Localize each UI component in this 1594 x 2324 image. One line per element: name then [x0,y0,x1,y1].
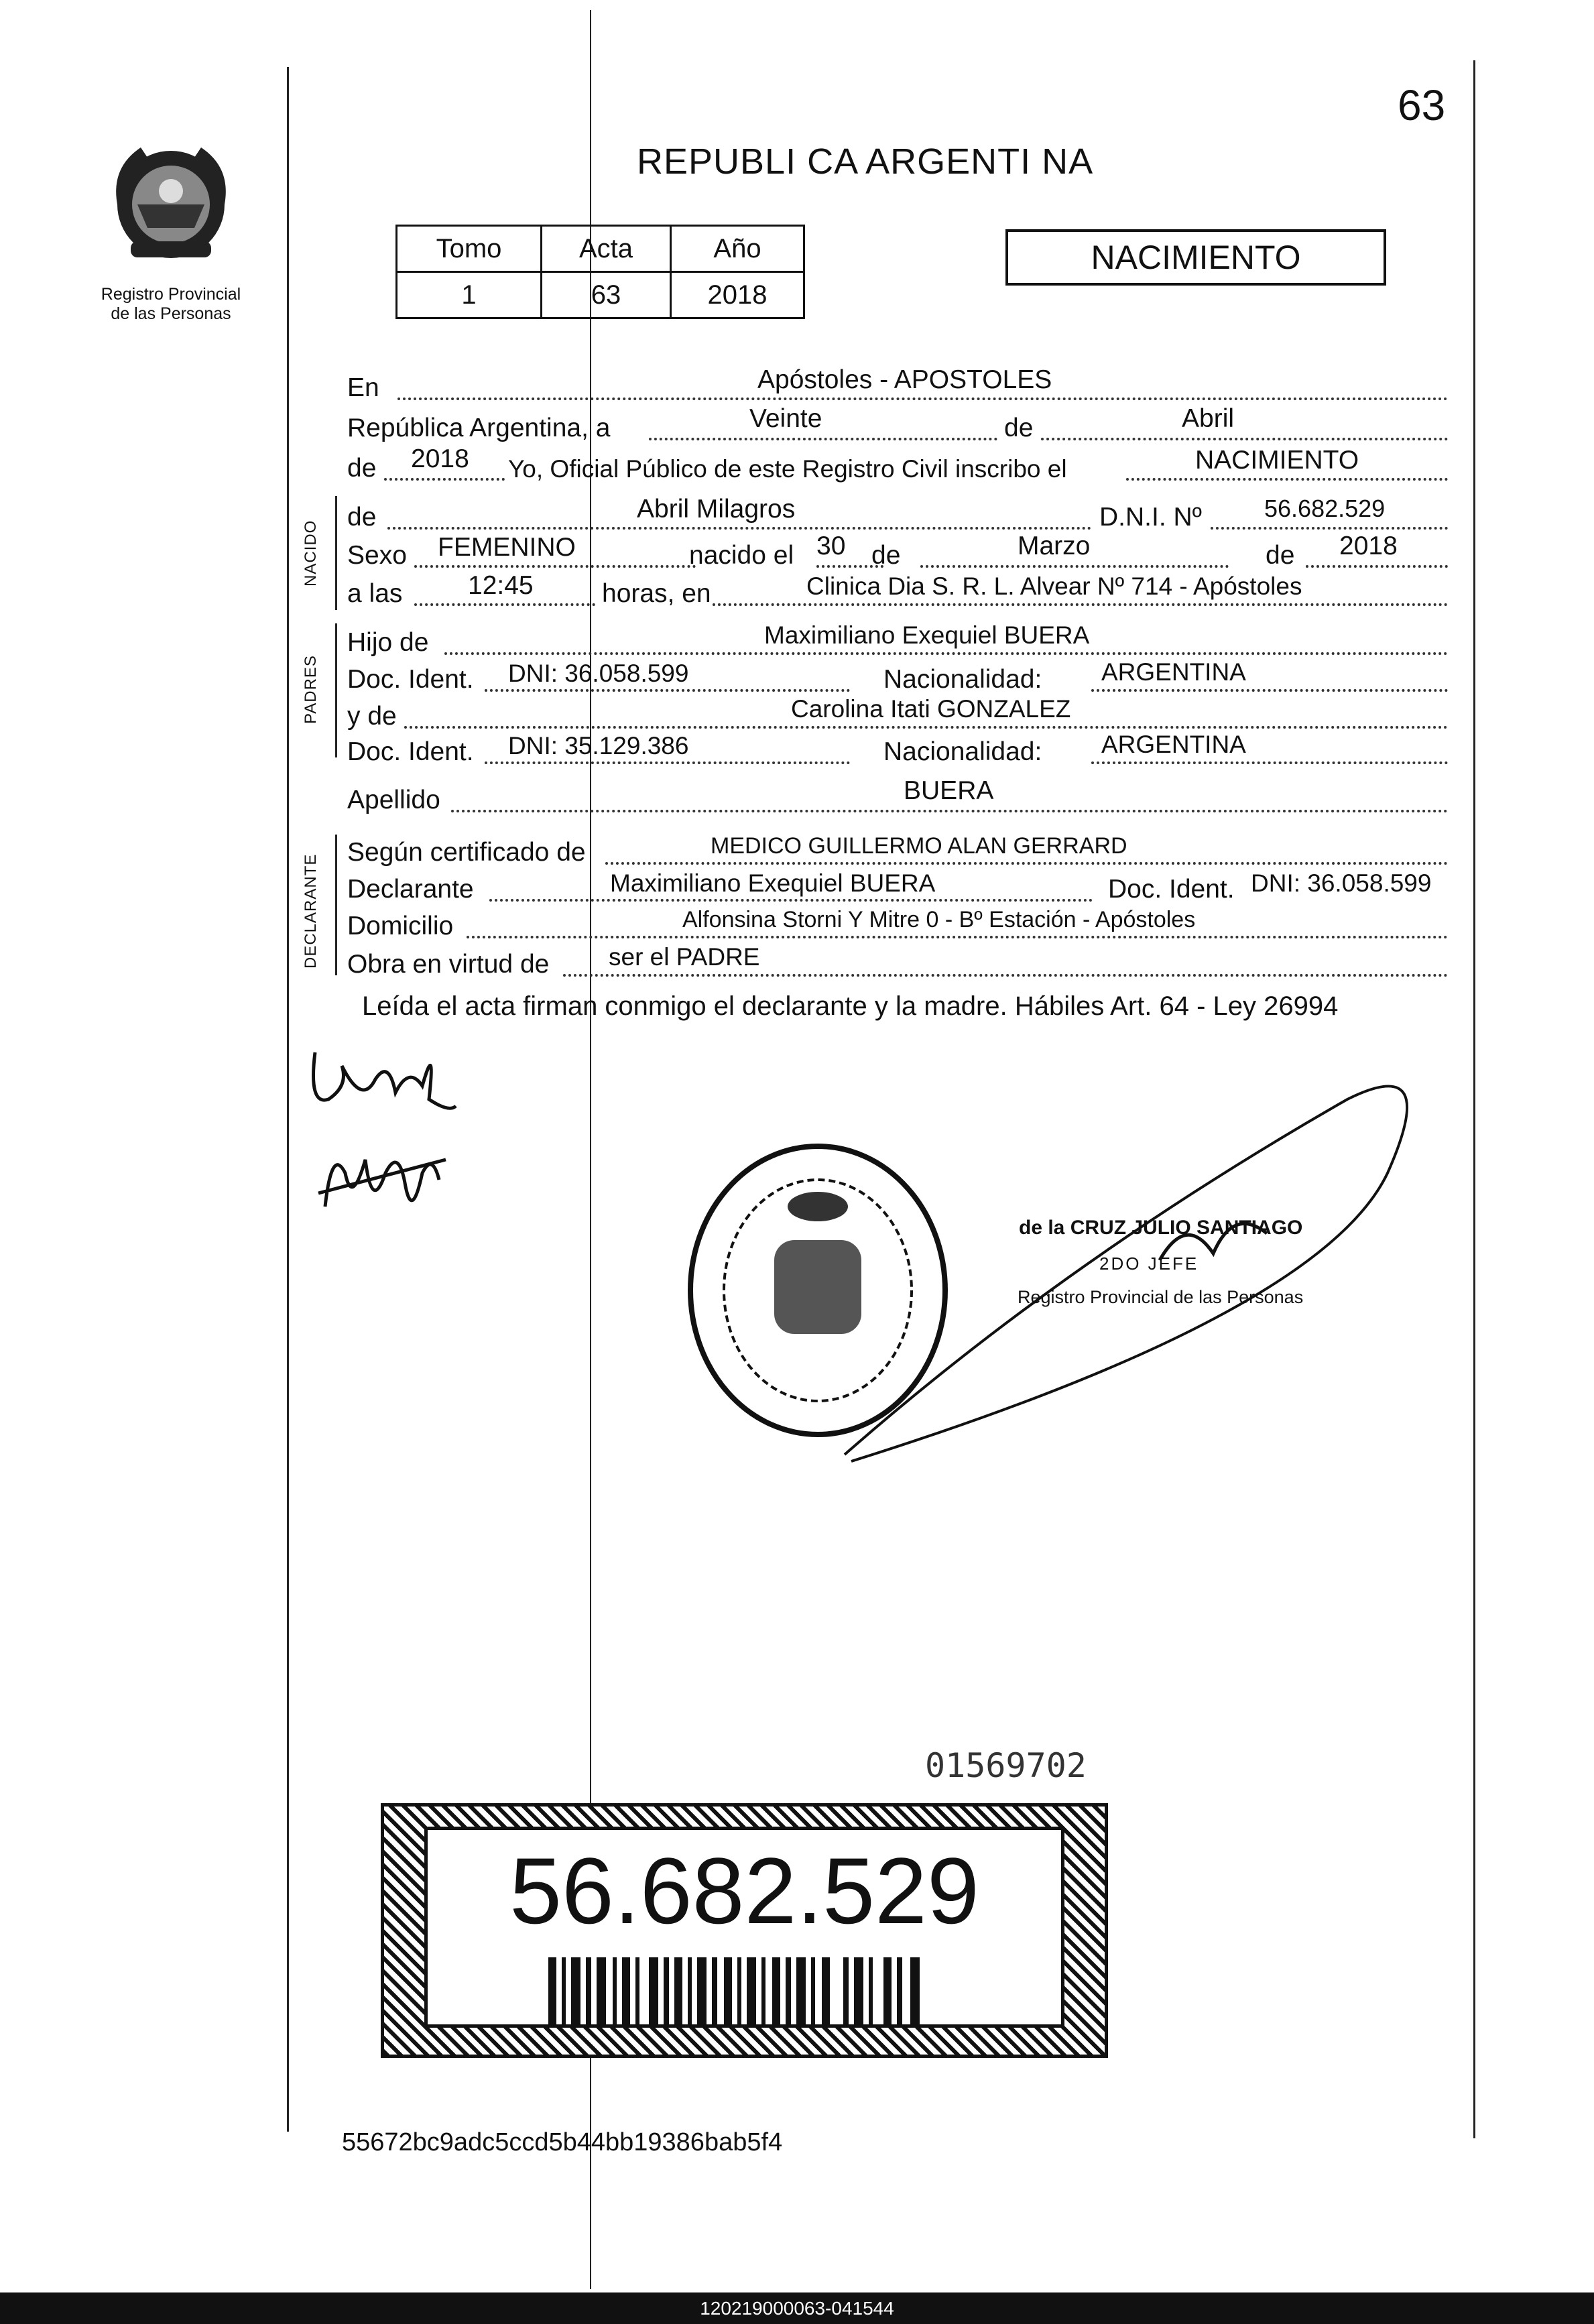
registry-row [347,446,1448,486]
date-month: Abril [1182,404,1235,433]
nacido-name: Abril Milagros [637,495,796,524]
logo-caption-line1: Registro Provincial [101,285,241,304]
surname-value: BUERA [904,776,994,805]
address-label: Domicilio [347,912,454,940]
decl-label: Declarante [347,875,474,904]
left-margin-line [287,67,289,2132]
father-doc-row [347,657,1448,697]
sex-label: Sexo [347,541,407,570]
ano-value: 2018 [671,272,804,318]
mother-signature [305,1133,466,1227]
ano-header: Año [671,226,804,272]
registry-text: Yo, Oficial Público de este Registro Civil inscribo el [508,455,1067,483]
mother-nationality: ARGENTINA [1101,731,1246,758]
nacido-sex-row [347,533,1448,573]
nacido-sex: FEMENINO [438,533,576,562]
decl-doc-label: Doc. Ident. [1108,875,1235,904]
and-label: y de [347,702,397,731]
acts-label: Obra en virtud de [347,950,550,979]
dotted-line [713,603,1448,606]
cert-row [347,830,1448,870]
barcode-icon [548,1957,924,2024]
acts-row [347,942,1448,982]
surname-label: Apellido [347,786,440,814]
nationality-label: Nacionalidad: [883,737,1042,766]
cert-value: MEDICO GUILLERMO ALAN GERRARD [711,833,1127,859]
dotted-line [563,974,1448,977]
page-number: 63 [1398,81,1446,129]
place-value: Apóstoles - APOSTOLES [757,365,1052,394]
declarante-bar [335,835,337,975]
mother-doc-row [347,729,1448,770]
dni-label-text: D.N.I. Nº [1099,503,1202,532]
declarante-side-label: DECLARANTE [302,853,320,969]
nacido-dni: 56.682.529 [1264,495,1386,522]
dni-label-inner [424,1827,1064,2028]
acta-value: 63 [542,272,671,318]
dotted-line [451,810,1448,812]
right-margin-line [1473,60,1475,2138]
mother-doc: DNI: 35.129.386 [508,732,689,759]
dni-label-number: 56.682.529 [509,1838,979,1943]
nacido-bar [335,496,337,610]
registry-de: de [347,454,377,483]
dotted-line [387,527,1091,530]
born-de2: de [1266,541,1295,570]
date-de: de [1004,414,1034,442]
dotted-line [1091,689,1448,692]
place-label: En [347,373,379,402]
record-type-box: NACIMIENTO [1005,229,1386,286]
hours-label: horas, en [602,579,711,608]
mother-row [347,694,1448,734]
footer-code-bar: 120219000063-041544 [0,2292,1594,2324]
province-seal-logo [94,127,248,285]
nacido-place: Clinica Dia S. R. L. Alvear Nº 714 - Apóstoles [806,572,1302,600]
doc-label: Doc. Ident. [347,737,474,766]
declarante-row [347,867,1448,907]
official-role: 2DO JEFE [1099,1253,1199,1274]
father-doc: DNI: 36.058.599 [508,660,689,687]
tomo-value: 1 [397,272,542,318]
dotted-line [1091,761,1448,764]
date-label: República Argentina, a [347,414,611,442]
decl-doc: DNI: 36.058.599 [1251,869,1432,897]
dotted-line [485,689,850,692]
document-hash: 55672bc9adc5ccd5b44bb19386bab5f4 [342,2128,783,2156]
dotted-line [404,726,1448,729]
dotted-line [467,936,1448,938]
cert-label: Según certificado de [347,838,586,867]
nacido-time: 12:45 [468,571,534,600]
born-day: 30 [816,532,846,560]
acts-value: ser el PADRE [609,943,760,971]
born-month: Marzo [1018,532,1091,560]
decl-value: Maximiliano Exequiel BUERA [610,869,936,897]
document-title: REPUBLI CA ARGENTI NA [637,141,1094,182]
acta-table [395,225,805,319]
surname-row [347,778,1448,818]
dotted-line [649,438,997,440]
declarant-signature [302,1026,476,1119]
dotted-line [1126,478,1448,481]
father-row [347,620,1448,660]
nacido-name-row [347,495,1448,535]
born-year: 2018 [1339,532,1398,560]
coat-of-arms-icon [94,127,248,282]
dotted-line [414,565,696,568]
dotted-line [1306,565,1448,568]
dotted-line [485,761,850,764]
born-label: nacido el [689,541,794,570]
father-nationality: ARGENTINA [1101,658,1246,686]
control-number: 01569702 [925,1746,1087,1785]
father-name: Maximiliano Exequiel BUERA [764,621,1090,649]
date-row [347,406,1448,446]
registry-year: 2018 [411,444,469,473]
dotted-line [444,652,1448,655]
padres-side-label: PADRES [302,655,320,724]
acta-header: Acta [542,226,671,272]
nationality-label: Nacionalidad: [883,665,1042,694]
logo-caption [74,285,268,324]
dotted-line [920,565,1229,568]
dotted-line [397,397,1448,400]
dni-label-sticker [381,1803,1108,2058]
dotted-line [605,862,1448,865]
mother-name: Carolina Itati GONZALEZ [791,695,1071,723]
time-label: a las [347,579,403,608]
date-day: Veinte [749,404,822,433]
registry-act: NACIMIENTO [1195,446,1359,475]
doc-label: Doc. Ident. [347,665,474,694]
dotted-line [1211,527,1448,530]
address-value: Alfonsina Storni Y Mitre 0 - Bº Estación - Apóstoles [682,907,1196,932]
nacido-name-label: de [347,503,377,532]
dotted-line [384,478,505,481]
child-of-label: Hijo de [347,628,429,657]
address-row [347,904,1448,944]
official-name: de la CRUZ JULIO SANTIAGO [1019,1217,1303,1239]
dotted-line [414,603,595,606]
padres-bar [335,623,337,757]
reading-statement: Leída el acta firman conmigo el declarante y la madre. Hábiles Art. 64 - Ley 26994 [362,991,1339,1021]
tomo-header: Tomo [397,226,542,272]
born-de1: de [871,541,901,570]
nacido-side-label: NACIDO [302,519,320,587]
place-row [347,365,1448,406]
nacido-time-row [347,571,1448,611]
dotted-line [489,899,1093,902]
official-office: Registro Provincial de las Personas [1018,1287,1304,1307]
dotted-line [1041,438,1448,440]
logo-caption-line2: de las Personas [111,304,231,323]
